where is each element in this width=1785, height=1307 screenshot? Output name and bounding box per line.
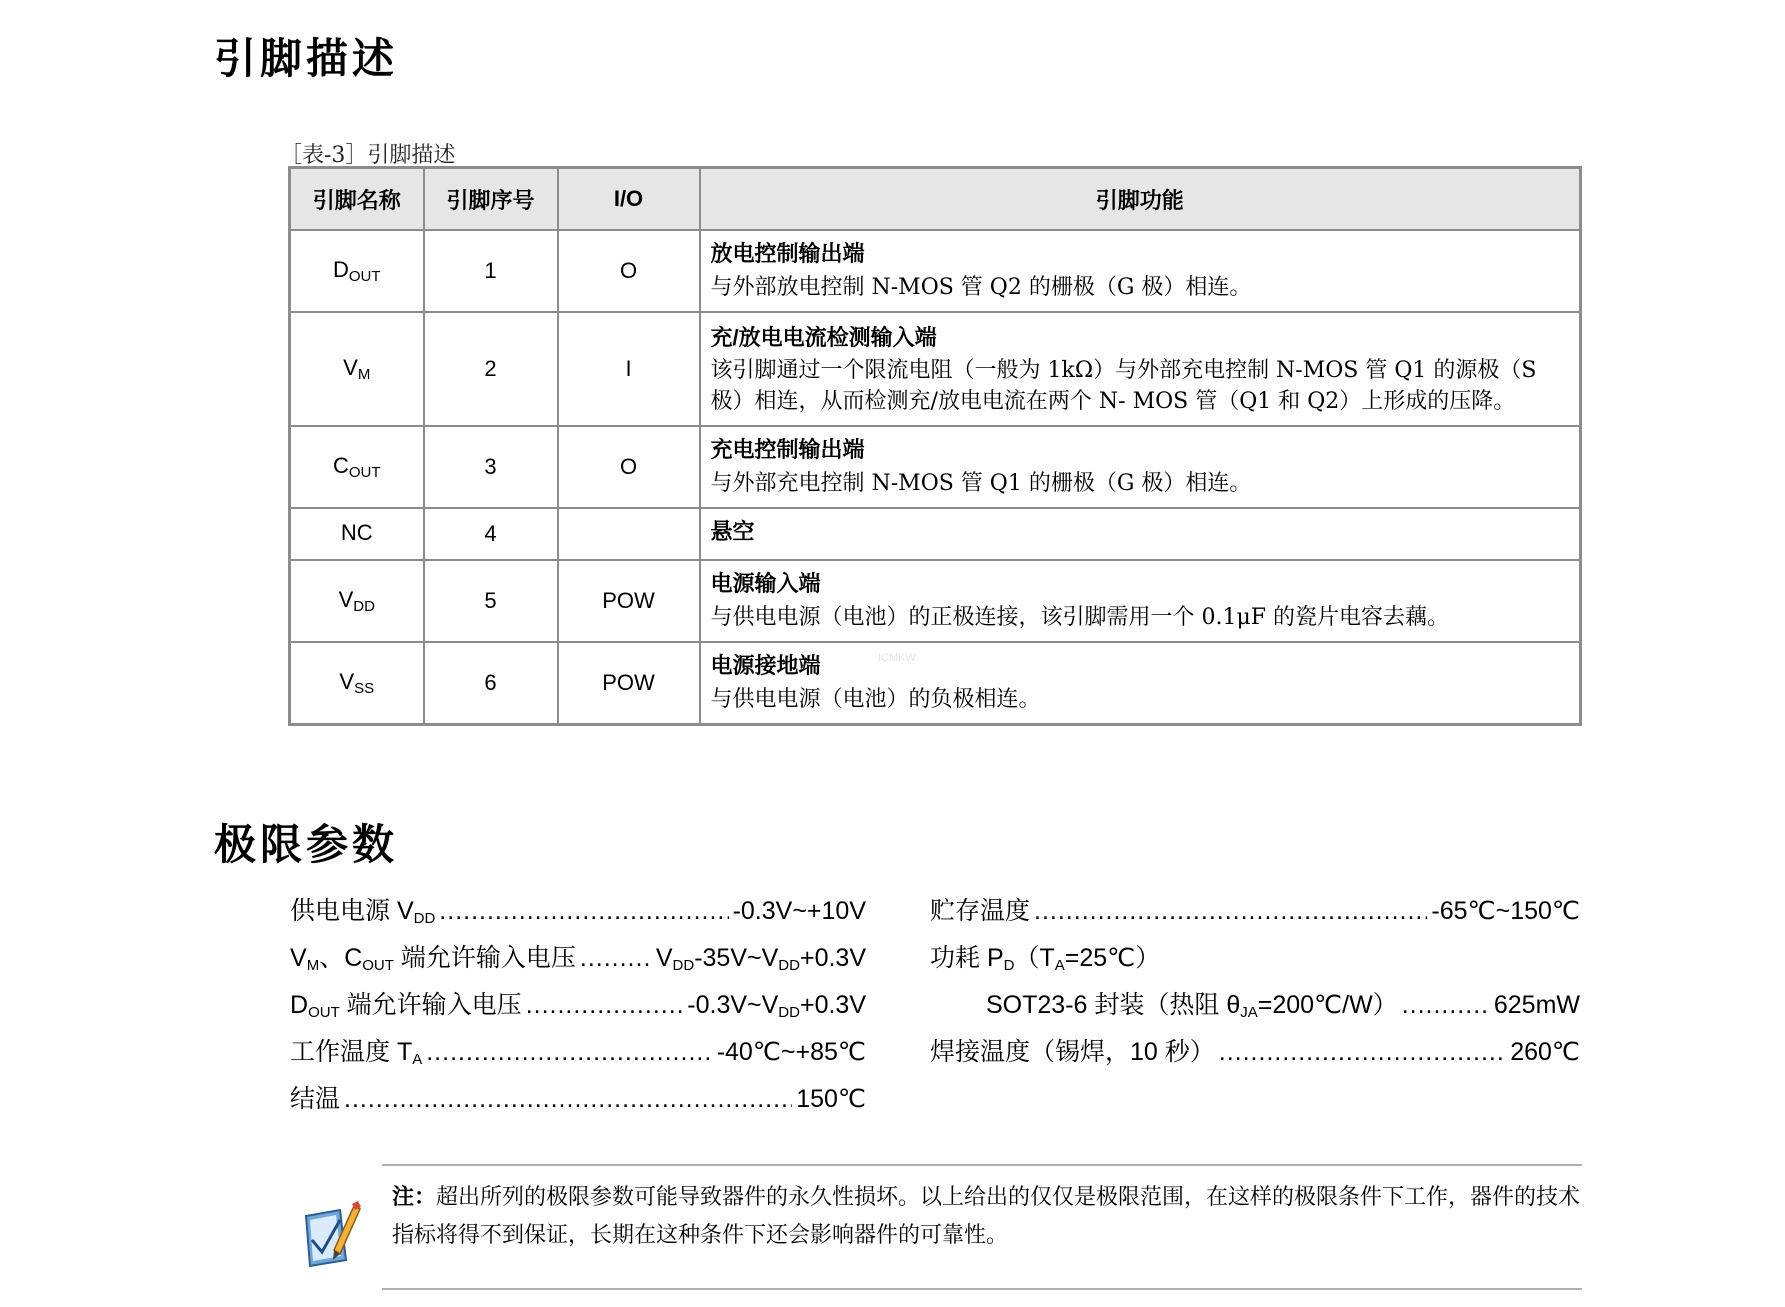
pin-name: $V_{SS}$: [290, 642, 424, 725]
pin-io: O: [558, 426, 700, 508]
pin-function: 充/放电电流检测输入端 该引脚通过一个限流电阻（一般为 1kΩ）与外部充电控制 N-MOS 管 Q1 的源极（S 极）相连，从而检测充/放电电流在两个 N- MOS 管（Q1 和 Q2）上形成的压降。: [700, 312, 1581, 426]
note-bottom-divider: [382, 1288, 1582, 1290]
pin-function: 悬空: [700, 508, 1581, 560]
table-row: [290, 508, 1581, 560]
header-pin-function: 引脚功能: [700, 168, 1581, 231]
note-text: 注：超出所列的极限参数可能导致器件的永久性损坏。以上给出的仅仅是极限范围，在这样的极限条件下工作，器件的技术指标将得不到保证，长期在这种条件下还会影响器件的可靠性。: [392, 1184, 1581, 1248]
pin-name: $V_M$: [290, 312, 424, 426]
pin-name: $V_{DD}$: [290, 560, 424, 642]
absolute-limits-title: 极限参数: [214, 820, 399, 869]
pin-io: [558, 508, 700, 560]
header-io: I/O: [558, 168, 700, 231]
pin-function: 放电控制输出端 与外部放电控制 N-MOS 管 Q2 的栅极（G 极）相连。: [700, 230, 1581, 312]
table-row: [290, 642, 1581, 725]
header-pin-number: 引脚序号: [424, 168, 558, 231]
pin-table: [288, 166, 1582, 726]
limit-row-supply-voltage: 供电电源 $V_{DD}$ ..... -0.3V~+10V: [290, 888, 866, 935]
limits-right-column: [930, 888, 1580, 1076]
limit-row-solder-temp: 焊接温度（锡焊，10 秒） ..... 260℃: [930, 1029, 1580, 1076]
limit-row-storage-temp: 贮存温度 ..... -65℃~150℃: [930, 888, 1580, 935]
limit-row-vm-cout-voltage: $V_M$、$C_{OUT}$ 端允许输入电压 ..... $V_{DD}-35V\sim V_{DD}+0.3V$: [290, 935, 866, 982]
table-caption: ［表-3］引脚描述: [280, 143, 456, 168]
pin-function: 电源输入端 与供电电源（电池）的正极连接，该引脚需用一个 0.1μF 的瓷片电容去藕。: [700, 560, 1581, 642]
limit-row-power-dissipation: 功耗 $P_D(T_A=25℃)$: [930, 944, 1161, 974]
table-row: [290, 426, 1581, 508]
pin-io: POW: [558, 560, 700, 642]
limit-row-dout-voltage: $D_{OUT}$ 端允许输入电压 ..... $-0.3V\sim V_{DD}+0.3V$: [290, 982, 866, 1029]
limit-row-operating-temp: 工作温度 $T_A$ ..... -40℃~+85℃: [290, 1029, 866, 1076]
note-top-divider: [382, 1164, 1582, 1166]
table-row: [290, 312, 1581, 426]
table-row: [290, 230, 1581, 312]
pin-number: 2: [424, 312, 558, 426]
limit-row-package-power: SOT23-6 封装（热阻 $\theta_{JA}=200℃/W$） ..... 625mW: [930, 982, 1580, 1029]
pin-number: 4: [424, 508, 558, 560]
pin-io: POW: [558, 642, 700, 725]
pin-function: 充电控制输出端 与外部充电控制 N-MOS 管 Q1 的栅极（G 极）相连。: [700, 426, 1581, 508]
pin-name: NC: [290, 508, 424, 560]
table-row: [290, 560, 1581, 642]
pin-number: 1: [424, 230, 558, 312]
pin-number: 3: [424, 426, 558, 508]
pin-description-title: 引脚描述: [214, 34, 399, 83]
pin-name: $C_{OUT}$: [290, 426, 424, 508]
pin-function: 电源接地端 与供电电源（电池）的负极相连。: [700, 642, 1581, 725]
pin-name: $D_{OUT}$: [290, 230, 424, 312]
pin-number: 6: [424, 642, 558, 725]
pin-io: I: [558, 312, 700, 426]
header-pin-name: 引脚名称: [290, 168, 424, 231]
watermark: ICMKW: [878, 652, 916, 664]
pin-io: O: [558, 230, 700, 312]
table-header-row: [290, 168, 1581, 231]
pin-number: 5: [424, 560, 558, 642]
limit-row-junction-temp: 结温 ..... 150℃: [290, 1076, 866, 1123]
note-pencil-icon: [300, 1200, 364, 1272]
limits-left-column: [290, 888, 866, 1123]
